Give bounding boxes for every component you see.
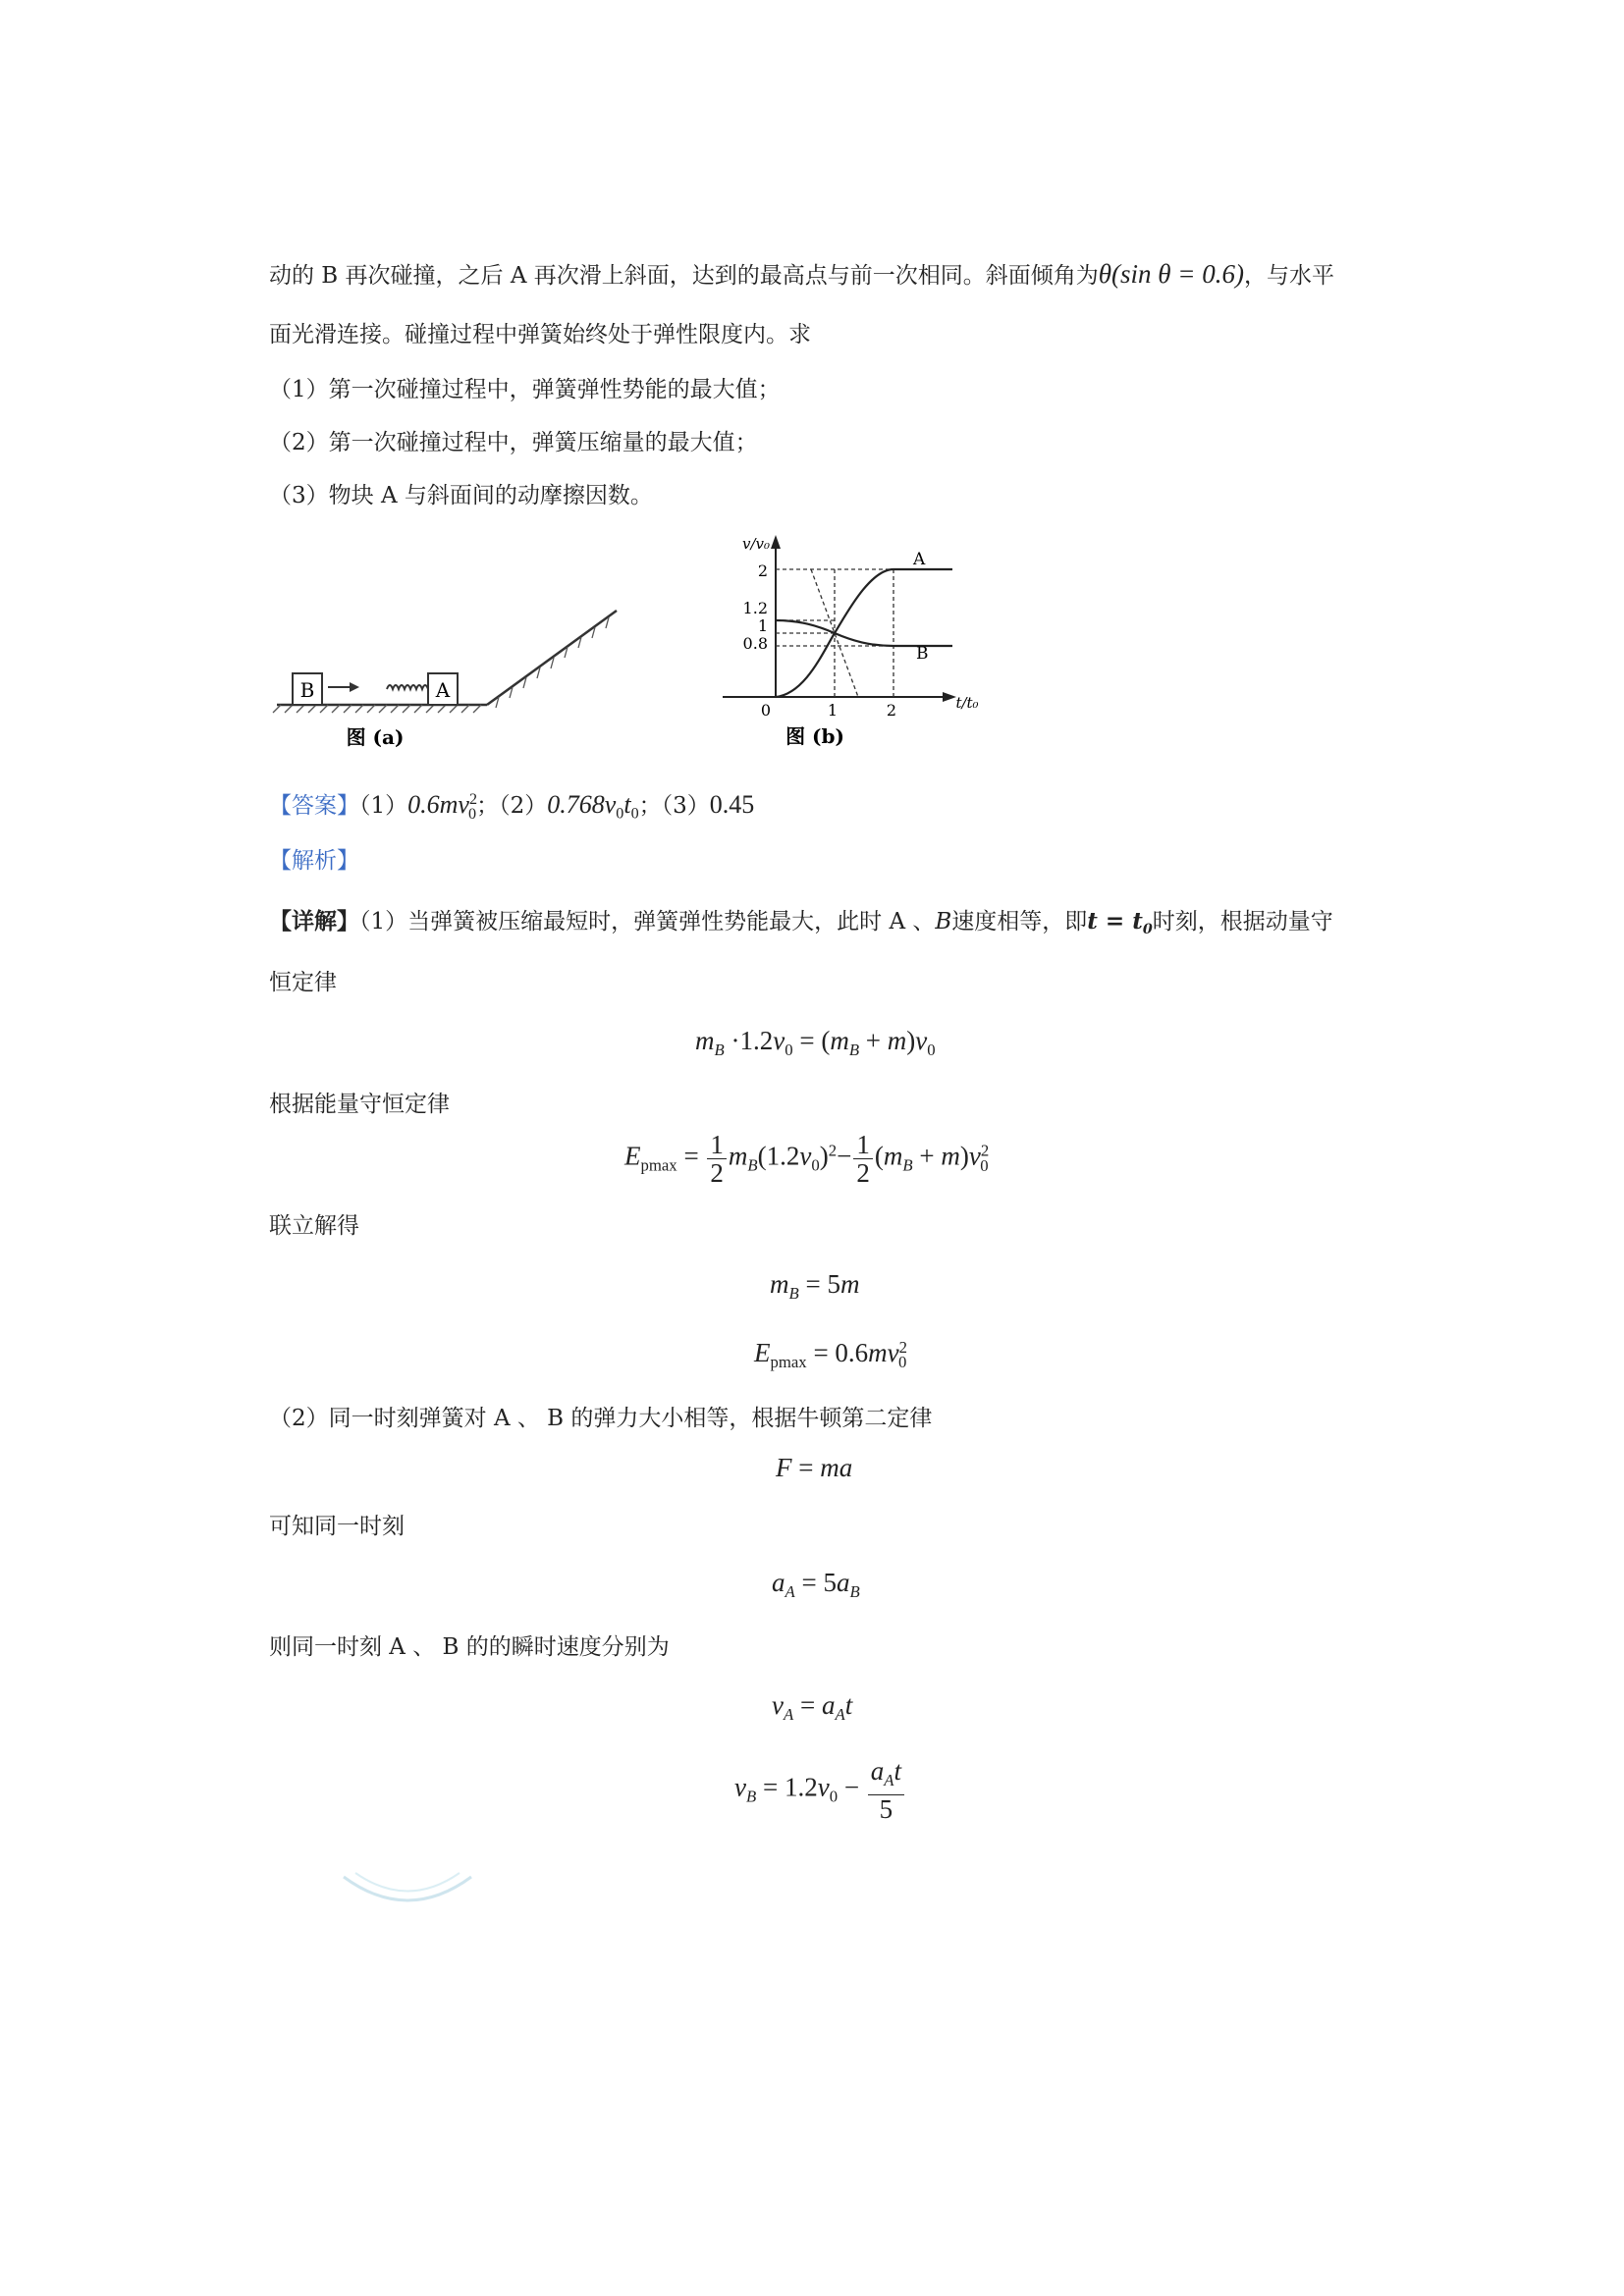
then-label: 则同一时刻 A 、 B 的的瞬时速度分别为 (269, 1634, 670, 1660)
detail-text-2: 速度相等，即 (951, 909, 1088, 934)
answer-value-3: 0.45 (709, 789, 755, 819)
origin-label: 0 (760, 701, 772, 720)
series-b-line (776, 620, 952, 646)
detail-line-1 (269, 907, 1333, 944)
y-tick-2: 2 (757, 561, 768, 580)
watermark-seal-icon (334, 1855, 481, 1924)
detail-b: B (935, 909, 952, 934)
energy-result: $E_{pmax} = 0.6mv^2_0$ (754, 1338, 908, 1372)
energy-label: 根据能量守恒定律 (269, 1092, 450, 1117)
series-a-line (776, 569, 952, 697)
velocity-arrow-icon (350, 682, 359, 692)
velocity-a-equation: $v_A = a_At$ (772, 1690, 853, 1724)
energy-equation: $E_{pmax}$ = $\frac{1}{2}$ $m_B(1.2v_0)^2-$ $\frac{1}{2}$ $(m_B + m)v^2_0$ (624, 1130, 990, 1188)
problem-line-2: 面光滑连接。碰撞过程中弹簧始终处于弹性限度内。求 (269, 322, 811, 347)
problem-line-1 (269, 259, 1334, 291)
figure-b-chart (717, 525, 1001, 761)
y-tick-0-8: 0.8 (742, 634, 768, 653)
answer-p2: ；（2） (476, 792, 548, 819)
analysis-tag: 【解析】 (269, 848, 359, 874)
answer-value-2: $0.768v_0t_0$ (547, 789, 639, 823)
x-tick-1: 1 (827, 701, 839, 720)
momentum-equation: $m_B \cdot 1.2v_0 = (m_B + m)v_0$ (695, 1026, 936, 1059)
x-tick-2: 2 (886, 701, 897, 720)
question-3: （3）物块 A 与斜面间的动摩擦因数。 (269, 483, 653, 508)
detail-tag: 【详解】 (269, 908, 359, 934)
detail-text-1: （1）当弹簧被压缩最短时，弹簧弹性势能最大，此时 A 、 (359, 909, 936, 934)
answer-p3: ；（3） (638, 792, 710, 819)
answer-line (269, 785, 754, 829)
question-1: （1）第一次碰撞过程中，弹簧弹性势能的最大值； (269, 377, 781, 402)
figure-a (271, 530, 644, 756)
detail-line-2: 恒定律 (269, 970, 337, 995)
answer-p1: （1） (359, 792, 408, 819)
y-axis-arrow-icon (771, 535, 781, 549)
question-2: （2）第一次碰撞过程中，弹簧压缩量的最大值； (269, 430, 758, 455)
velocity-b-equation: $v_B = 1.2v_0$ − $\frac{a_At}{5}$ (734, 1757, 906, 1823)
acceleration-relation: $a_A = 5a_B$ (772, 1568, 860, 1601)
mass-result: $m_B = 5m$ (770, 1269, 860, 1303)
t-equals-t0: $t = t_0$ (1087, 908, 1153, 937)
series-a-label: A (913, 550, 926, 569)
solve-label: 联立解得 (269, 1213, 359, 1239)
answer-value-1: $0.6mv^2_0$ (407, 789, 478, 823)
y-axis-label: v/v₀ (741, 535, 771, 553)
problem-text-end: ，与水平 (1244, 263, 1335, 289)
y-tick-1: 1 (757, 616, 768, 635)
answer-tag: 【答案】 (269, 792, 359, 819)
x-axis-label: t/t₀ (955, 694, 979, 712)
x-axis-arrow-icon (943, 692, 956, 702)
part2-label: （2）同一时刻弹簧对 A 、 B 的弹力大小相等，根据牛顿第二定律 (269, 1406, 933, 1431)
figure-b-caption: 图 (b) (785, 724, 844, 748)
newton-equation: F = ma (776, 1453, 853, 1482)
block-b-label: B (299, 678, 315, 702)
figure-a-caption: 图 (a) (346, 725, 405, 749)
angle-math: θ(sin θ = 0.6) (1098, 259, 1245, 289)
block-a-label: A (435, 678, 451, 702)
series-b-label: B (916, 644, 929, 664)
detail-text-3: 时刻，根据动量守 (1152, 909, 1333, 934)
spring-icon (387, 685, 428, 689)
know-label: 可知同一时刻 (269, 1514, 405, 1539)
y-tick-1-2: 1.2 (742, 599, 768, 617)
problem-text: 动的 B 再次碰撞，之后 A 再次滑上斜面，达到的最高点与前一次相同。斜面倾角为 (269, 263, 1099, 289)
